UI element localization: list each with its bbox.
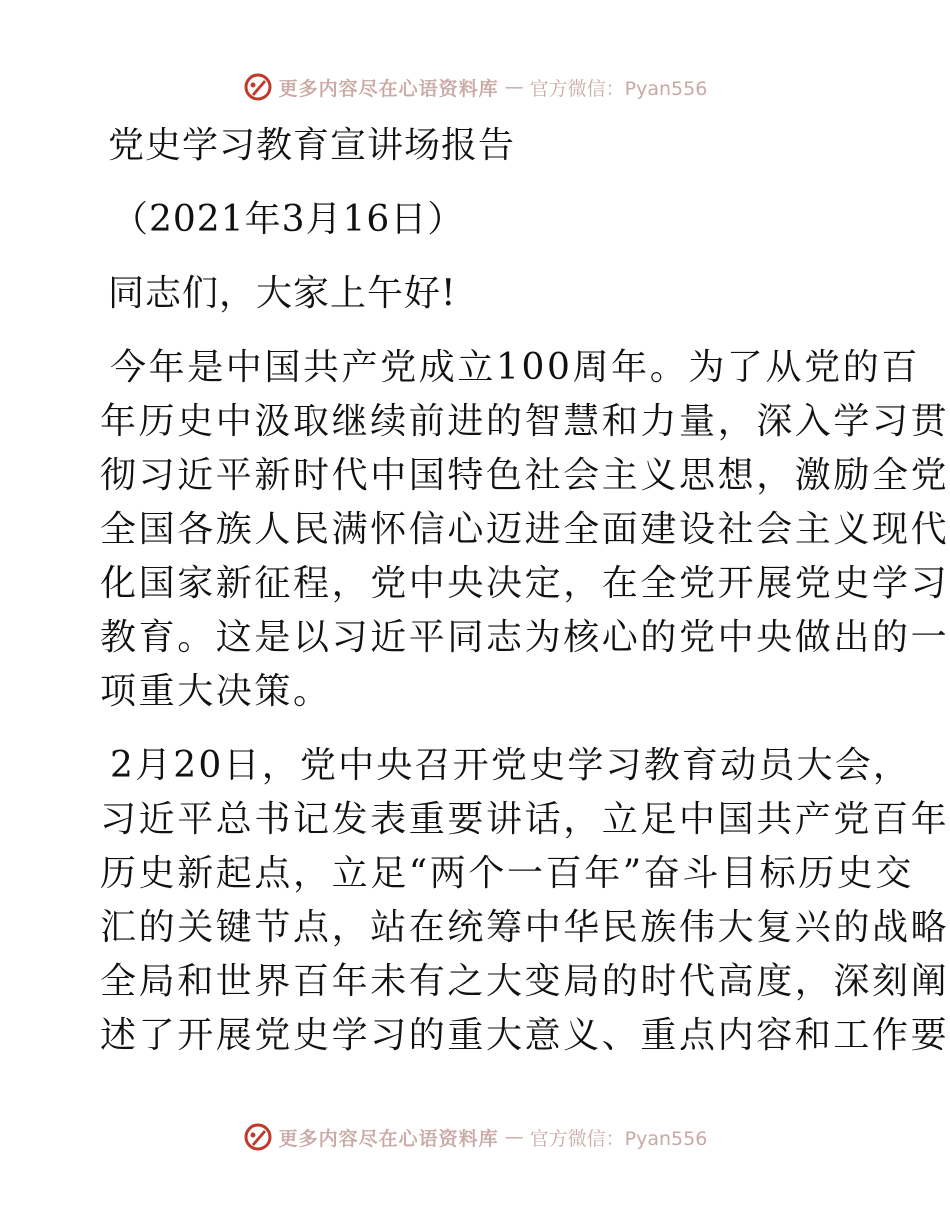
document-date: （2021年3月16日） bbox=[112, 199, 465, 240]
paragraph-line: 彻习近平新时代中国特色社会主义思想，激励全党 bbox=[100, 455, 950, 496]
paragraph-line: 历史新起点，立足“两个一百年”奋斗目标历史交 bbox=[100, 853, 915, 894]
pen-logo-icon bbox=[243, 72, 273, 102]
paragraph-1 bbox=[100, 346, 950, 714]
paragraph-line: 汇的关键节点，站在统筹中华民族伟大复兴的战略 bbox=[100, 907, 950, 948]
pen-logo-icon bbox=[243, 1122, 273, 1152]
watermark-text: 更多内容尽在心语资料库 bbox=[278, 1127, 499, 1150]
watermark-text: 更多内容尽在心语资料库 bbox=[278, 77, 499, 100]
paragraph-line: 今年是中国共产党成立100周年。为了从党的百 bbox=[110, 347, 920, 388]
footer-watermark bbox=[0, 1122, 950, 1152]
paragraph-line: 年历史中汲取继续前进的智慧和力量，深入学习贯 bbox=[100, 401, 950, 442]
watermark-separator: — bbox=[504, 1126, 524, 1148]
document-body bbox=[100, 124, 950, 1088]
paragraph-line: 2月20日，党中央召开党史学习教育动员大会， bbox=[110, 745, 912, 786]
paragraph-2 bbox=[100, 744, 950, 1058]
paragraph-line: 教育。这是以习近平同志为核心的党中央做出的一 bbox=[100, 617, 950, 658]
paragraph-line: 全国各族人民满怀信心迈进全面建设社会主义现代 bbox=[100, 509, 950, 550]
watermark-account: 官方微信：Pyan556 bbox=[529, 1127, 708, 1150]
watermark-separator: — bbox=[504, 76, 524, 98]
paragraph-line: 化国家新征程，党中央决定，在全党开展党史学习 bbox=[100, 563, 950, 604]
paragraph-line: 项重大决策。 bbox=[100, 671, 332, 712]
greeting: 同志们，大家上午好! bbox=[108, 273, 457, 314]
paragraph-line: 述了开展党史学习的重大意义、重点内容和工作要 bbox=[100, 1015, 950, 1056]
paragraph-line: 全局和世界百年未有之大变局的时代高度，深刻阐 bbox=[100, 961, 950, 1002]
header-watermark bbox=[0, 72, 950, 102]
watermark-account: 官方微信：Pyan556 bbox=[529, 77, 708, 100]
paragraph-line: 习近平总书记发表重要讲话，立足中国共产党百年 bbox=[100, 799, 950, 840]
document-title: 党史学习教育宣讲场报告 bbox=[108, 125, 516, 166]
